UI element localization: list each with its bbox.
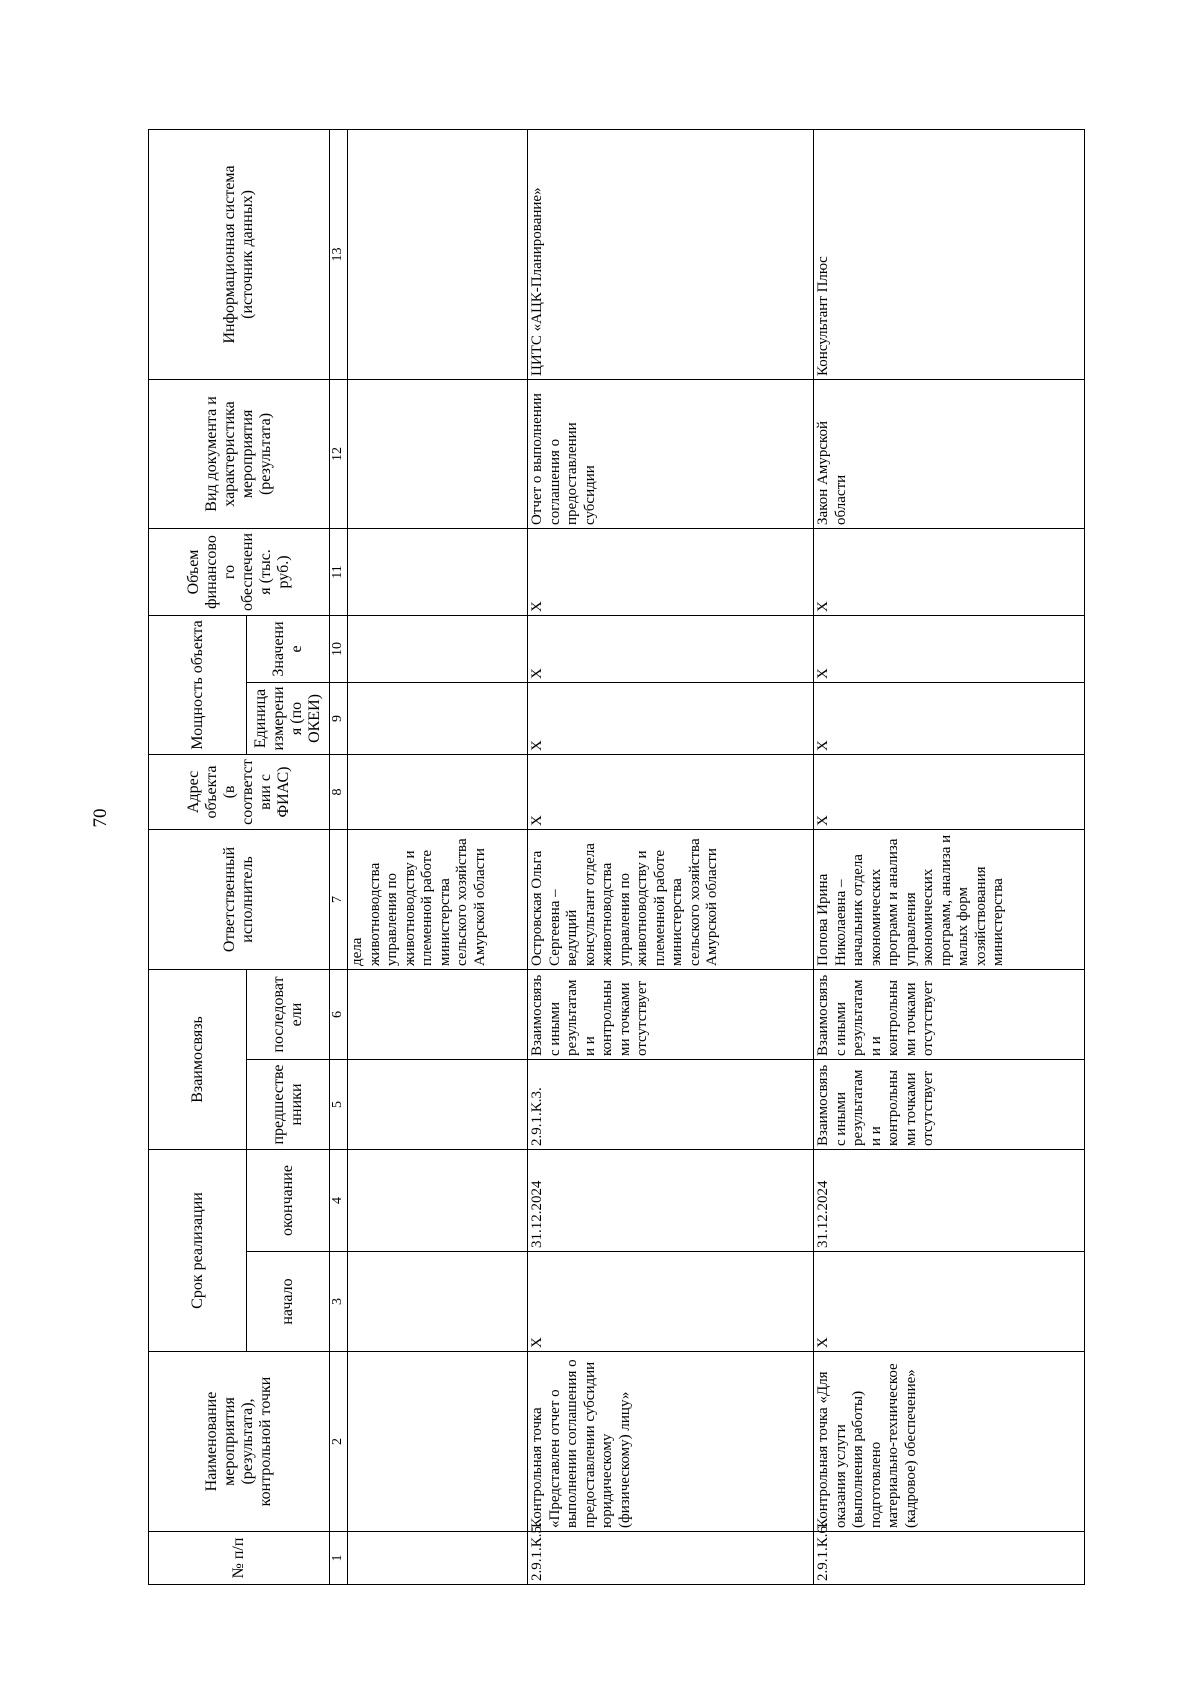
header-value: Значение [247,615,330,682]
header-moshchnost: Мощность объекта [149,615,247,754]
header-finance: Объем финансового обеспечения (тыс. руб.) [149,528,330,615]
continuation-row [348,129,528,1584]
col-number: 9 [330,682,348,754]
header-end: окончание [247,1149,330,1251]
row-name: Контрольная точка «Для оказания услуги (выполнения работы) подготовлено материально-техническое (кадровое) обеспечение» [814,1352,1085,1532]
header-vzaimosvyaz: Взаимосвязь [149,969,247,1149]
row-finance: X [528,528,814,615]
header-start: начало [247,1252,330,1352]
col-number: 6 [330,969,348,1059]
header-name: Наименование мероприятия (результата), контрольной точки [149,1352,330,1532]
row-number: 2.9.1.К.5. [528,1532,814,1585]
row-system: Консультант Плюс [814,129,1085,379]
row-address: X [814,754,1085,829]
rotated-table-container [148,130,1116,1585]
header-address: Адрес объекта (в соответствии с ФИАС) [149,754,330,829]
row-doc: Закон Амурской области [814,379,1085,528]
header-srok: Срок реализации [149,1149,247,1351]
table-row [528,129,814,1584]
table-row [814,129,1085,1584]
col-number: 8 [330,754,348,829]
row-end: 31.12.2024 [528,1149,814,1251]
column-number-row [330,129,348,1584]
row-number: 2.9.1.К.6. [814,1532,1085,1585]
col-number: 13 [330,129,348,379]
row-start: X [814,1252,1085,1352]
row-end: 31.12.2024 [814,1149,1085,1251]
row-predecessors: Взаимосвязь с иными результатами и контрольными точками отсутствует [814,1059,1085,1149]
row-responsible: Островская Ольга Сергеевна – ведущий консультант отдела животноводства управления по животноводству и племенной работе министерства сельского хозяйства Амурской области [528,829,814,969]
header-num: № п/п [149,1532,330,1585]
col-number: 2 [330,1352,348,1532]
header-responsible: Ответственный исполнитель [149,829,330,969]
row-responsible: Попова Ирина Николаевна – начальник отдела экономических программ и анализа управления экономических программ, анализа и малых форм хозяйствования министерства [814,829,1085,969]
header-predecessors: предшественники [247,1059,330,1149]
header-row-1 [149,129,247,1584]
row-successors: Взаимосвязь с иными результатами и контрольными точками отсутствует [528,969,814,1059]
col-number: 10 [330,615,348,682]
row-successors: Взаимосвязь с иными результатами и контрольными точками отсутствует [814,969,1085,1059]
row-address: X [528,754,814,829]
header-doc: Вид документа и характеристика мероприятия (результата) [149,379,330,528]
row-name: Контрольная точка «Представлен отчет о выполнении соглашения о предоставлении субсидии юридическому (физическому) лицу» [528,1352,814,1532]
plan-table [148,129,1085,1585]
header-unit: Единица измерения (по ОКЕИ) [247,682,330,754]
continuation-responsible: дела животноводства управления по животноводству и племенной работе министерства сельского хозяйства Амурской области [348,829,528,969]
col-number: 4 [330,1149,348,1251]
col-number: 5 [330,1059,348,1149]
row-doc: Отчет о выполнении соглашения о предоставлении субсидии [528,379,814,528]
row-value: X [528,615,814,682]
row-start: X [528,1252,814,1352]
row-value: X [814,615,1085,682]
row-finance: X [814,528,1085,615]
row-system: ЦИТС «АЦК-Планирование» [528,129,814,379]
header-successors: последователи [247,969,330,1059]
col-number: 3 [330,1252,348,1352]
col-number: 7 [330,829,348,969]
col-number: 1 [330,1532,348,1585]
row-unit: X [528,682,814,754]
col-number: 12 [330,379,348,528]
page-number: 70 [90,808,111,828]
row-unit: X [814,682,1085,754]
row-predecessors: 2.9.1.К.3. [528,1059,814,1149]
col-number: 11 [330,528,348,615]
header-system: Информационная система (источник данных) [149,129,330,379]
